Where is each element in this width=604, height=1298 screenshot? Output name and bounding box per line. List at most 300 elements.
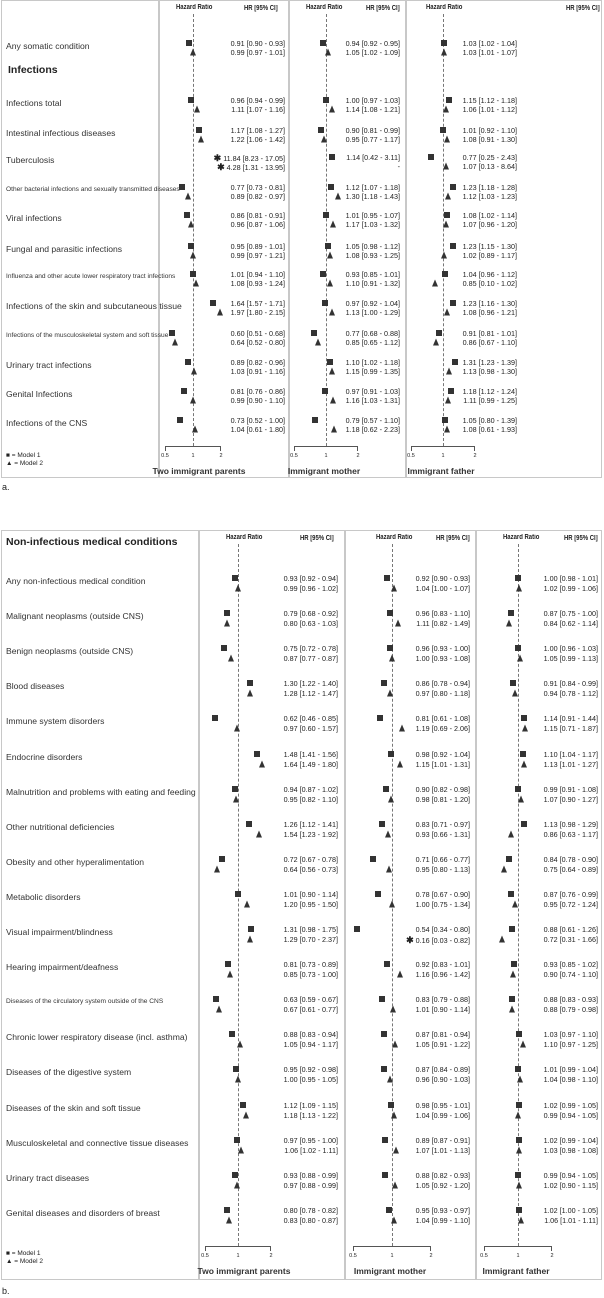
hr-ci-text: 1.16 [1.03 - 1.31] <box>345 396 400 405</box>
row-label: Other bacterial infections and sexually transmitted diseases <box>6 186 180 193</box>
value-model-1 <box>346 153 400 162</box>
x-axis <box>205 1246 271 1251</box>
hr-ci-text: 0.93 [0.85 - 1.02] <box>543 960 598 970</box>
model-2-triangle-marker <box>190 49 196 56</box>
value-model-1 <box>463 387 517 396</box>
x-tick-label: 0.5 <box>161 453 169 459</box>
value-model-1 <box>544 750 598 759</box>
model-2-triangle-marker <box>391 1111 397 1118</box>
value-model-1 <box>284 820 338 829</box>
value-model-1 <box>416 890 470 899</box>
hr-ci-text: 0.95 [0.93 - 0.97] <box>415 1205 470 1215</box>
hr-ci-text: 0.96 [0.87 - 1.06] <box>230 220 285 229</box>
hr-ci-text: 0.91 [0.84 - 0.99] <box>543 679 598 689</box>
hr-ci-text: 1.08 [0.93 - 1.25] <box>345 251 400 260</box>
row-label: Blood diseases <box>6 681 65 692</box>
value-model-1 <box>416 644 470 653</box>
value-model-2 <box>217 162 285 173</box>
value-model-1 <box>416 785 470 794</box>
hr-ci-text: 1.29 [0.70 - 2.37] <box>283 935 338 944</box>
x-axis <box>353 1246 431 1251</box>
value-model-2 <box>346 220 400 229</box>
hr-ci-text: 1.00 [0.95 - 1.05] <box>283 1075 338 1085</box>
model-2-triangle-marker <box>388 795 394 802</box>
value-model-1 <box>346 242 400 251</box>
hr-ci-text: 0.95 [0.89 - 1.01] <box>230 242 285 251</box>
model-1-square-marker <box>213 996 219 1002</box>
model-1-square-marker <box>383 786 389 792</box>
model-2-triangle-marker <box>443 163 449 170</box>
value-model-2 <box>284 1111 338 1120</box>
model-2-triangle-marker <box>393 1146 399 1153</box>
value-model-1 <box>544 820 598 829</box>
hr-ci-text: 1.04 [0.61 - 1.80] <box>230 425 285 434</box>
model-1-square-marker <box>515 1066 521 1072</box>
value-model-2 <box>463 425 517 434</box>
model-1-square-marker <box>515 575 521 581</box>
x-tick-label: 0.5 <box>290 453 298 459</box>
value-model-2 <box>463 220 517 229</box>
value-model-2 <box>346 338 400 347</box>
model-1-square-marker <box>450 300 456 306</box>
model-1-square-marker <box>384 961 390 967</box>
model-2-triangle-marker <box>256 830 262 837</box>
model-2-triangle-marker <box>441 49 447 56</box>
model-1-square-marker <box>188 97 194 103</box>
row-label: Genital Infections <box>6 389 73 399</box>
model-2-triangle-marker <box>172 339 178 346</box>
hr-ci-text: 1.04 [1.00 - 1.07] <box>415 584 470 593</box>
model-1-square-marker <box>436 330 442 336</box>
hr-ci-text: 1.03 [0.91 - 1.16] <box>230 367 285 376</box>
hazard-ratio-header: Hazard Ratio <box>426 4 463 11</box>
value-model-1 <box>463 416 517 425</box>
row-label: Infections of the musculoskeletal system and soft tissue <box>6 332 169 339</box>
value-model-1 <box>231 96 285 105</box>
model-2-triangle-marker <box>443 221 449 228</box>
model-2-triangle-marker <box>516 585 522 592</box>
hr-ci-header: HR [95% CI] <box>244 5 278 12</box>
value-model-1 <box>231 358 285 367</box>
model-1-square-marker <box>311 330 317 336</box>
legend-model-2: ▲ = Model 2 <box>6 460 43 467</box>
value-model-1 <box>346 387 400 396</box>
value-model-2 <box>231 396 285 405</box>
model-2-triangle-marker <box>392 1181 398 1188</box>
model-1-square-marker <box>370 856 376 862</box>
value-model-1 <box>463 183 517 192</box>
column-title: Immigrant father <box>407 466 475 476</box>
model-1-square-marker <box>235 891 241 897</box>
value-model-2 <box>544 900 598 909</box>
hr-ci-text: 0.95 [0.92 - 0.98] <box>283 1065 338 1075</box>
hr-ci-text: 1.30 [1.18 - 1.43] <box>345 192 400 201</box>
value-model-2 <box>416 760 470 769</box>
hr-ci-text: 0.98 [0.95 - 1.01] <box>415 1100 470 1110</box>
model-2-triangle-marker <box>445 193 451 200</box>
model-1-square-marker <box>179 184 185 190</box>
model-2-triangle-marker <box>397 760 403 767</box>
row-label: Genital diseases and disorders of breast <box>6 1207 160 1218</box>
hr-ci-text: 0.84 [0.62 - 1.14] <box>543 619 598 629</box>
x-axis <box>411 446 475 451</box>
column-title: Immigrant father <box>482 1266 550 1276</box>
value-model-2 <box>231 251 285 260</box>
value-model-2 <box>398 162 400 171</box>
model-2-triangle-marker <box>518 795 524 802</box>
hr-ci-text: 0.73 [0.52 - 1.00] <box>230 416 285 425</box>
value-model-2 <box>463 367 517 376</box>
model-2-triangle-marker <box>335 193 341 200</box>
model-1-square-marker <box>320 40 326 46</box>
model-1-square-marker <box>452 359 458 365</box>
hr-ci-text: 0.97 [0.60 - 1.57] <box>283 724 338 734</box>
model-1-square-marker <box>181 388 187 394</box>
value-model-2 <box>346 105 400 114</box>
hr-ci-text: 0.63 [0.59 - 0.67] <box>283 995 338 1005</box>
hr-ci-text: 1.64 [1.49 - 1.80] <box>283 759 338 769</box>
hr-ci-text: 0.99 [0.94 - 1.05] <box>543 1110 598 1120</box>
model-1-square-marker <box>521 821 527 827</box>
value-model-1 <box>284 574 338 583</box>
row-label: Metabolic disorders <box>6 891 81 902</box>
row-label: Diseases of the digestive system <box>6 1067 132 1078</box>
hr-ci-text: 1.16 [0.96 - 1.42] <box>415 970 470 980</box>
value-model-2 <box>416 1075 470 1084</box>
model-1-square-marker <box>322 388 328 394</box>
hr-ci-text: 1.15 [1.01 - 1.31] <box>415 759 470 769</box>
value-model-1 <box>416 960 470 969</box>
model-1-square-marker <box>441 40 447 46</box>
model-2-triangle-marker <box>433 339 439 346</box>
hr-ci-text: 1.04 [0.99 - 1.10] <box>415 1215 470 1225</box>
value-model-2 <box>284 1146 338 1155</box>
legend-model-1: ■ = Model 1 <box>6 1250 41 1257</box>
hr-ci-text: 1.01 [0.92 - 1.10] <box>462 126 517 135</box>
hr-ci-text: 0.87 [0.77 - 0.87] <box>283 654 338 664</box>
value-model-2 <box>416 1216 470 1225</box>
model-1-square-marker <box>254 751 260 757</box>
value-model-1 <box>284 750 338 759</box>
hr-ci-text: 0.91 [0.81 - 1.01] <box>462 329 517 338</box>
model-2-triangle-marker <box>185 193 191 200</box>
column-divider <box>198 530 200 1280</box>
value-model-2 <box>346 425 400 434</box>
value-model-1 <box>544 995 598 1004</box>
out-of-range-star-icon: ✱ <box>217 162 225 172</box>
column-divider <box>158 0 160 478</box>
row-label: Musculoskeletal and connective tissue diseases <box>6 1137 189 1148</box>
model-1-square-marker <box>381 1066 387 1072</box>
hr-ci-text: 0.96 [0.94 - 0.99] <box>230 96 285 105</box>
model-1-square-marker <box>516 1207 522 1213</box>
row-label: Tuberculosis <box>6 155 55 165</box>
model-1-square-marker <box>379 996 385 1002</box>
hr-ci-text: 0.79 [0.68 - 0.92] <box>283 609 338 619</box>
value-model-2 <box>406 935 470 946</box>
model-2-triangle-marker <box>444 136 450 143</box>
hr-ci-text: 1.06 [1.02 - 1.11] <box>284 1145 338 1155</box>
hr-ci-text: 1.02 [0.99 - 1.05] <box>543 1100 598 1110</box>
model-2-triangle-marker <box>518 1216 524 1223</box>
model-1-square-marker <box>210 300 216 306</box>
hr-ci-text: 0.85 [0.73 - 1.00] <box>283 970 338 980</box>
model-2-triangle-marker <box>517 1076 523 1083</box>
x-tick-label: 2 <box>429 1253 433 1259</box>
hr-ci-text: 1.15 [1.12 - 1.18] <box>462 96 517 105</box>
value-model-2 <box>346 279 400 288</box>
hr-ci-text: 1.23 [1.15 - 1.30] <box>462 242 517 251</box>
hr-ci-text: 0.83 [0.80 - 0.87] <box>283 1215 338 1225</box>
model-2-triangle-marker <box>214 865 220 872</box>
hr-ci-text: 0.98 [0.81 - 1.20] <box>415 794 470 804</box>
hr-ci-text: 0.88 [0.61 - 1.26] <box>543 925 598 934</box>
model-1-square-marker <box>188 243 194 249</box>
hr-ci-text: 0.95 [0.72 - 1.24] <box>543 899 598 909</box>
value-model-1 <box>231 211 285 220</box>
hr-ci-text: 1.97 [1.80 - 2.15] <box>230 308 285 317</box>
hr-ci-header: HR [95% CI] <box>366 5 400 12</box>
value-model-2 <box>284 619 338 628</box>
hr-ci-text: 0.60 [0.51 - 0.68] <box>230 329 285 338</box>
model-1-square-marker <box>232 575 238 581</box>
hr-ci-text: 1.02 [0.89 - 1.17] <box>462 251 517 260</box>
value-model-1 <box>284 644 338 653</box>
hr-ci-text: 1.12 [1.03 - 1.23] <box>462 192 517 201</box>
value-model-1 <box>463 96 517 105</box>
model-2-triangle-marker <box>234 725 240 732</box>
column-divider <box>405 0 407 478</box>
value-model-2 <box>544 760 598 769</box>
value-model-2 <box>284 760 338 769</box>
model-1-square-marker <box>323 97 329 103</box>
value-model-1 <box>544 679 598 688</box>
hazard-ratio-header: Hazard Ratio <box>376 534 413 541</box>
model-2-triangle-marker <box>190 252 196 259</box>
hr-ci-text: 0.87 [0.76 - 0.99] <box>543 889 598 899</box>
hr-ci-text: 1.18 [0.62 - 2.23] <box>345 425 400 434</box>
hr-ci-text: 0.92 [0.83 - 1.01] <box>415 960 470 970</box>
hr-ci-text: 1.01 [0.95 - 1.07] <box>345 211 400 220</box>
model-2-triangle-marker <box>198 136 204 143</box>
model-2-triangle-marker <box>445 397 451 404</box>
hr-ci-text: 0.71 [0.66 - 0.77] <box>415 854 470 864</box>
hr-ci-text: 0.88 [0.83 - 0.93] <box>543 995 598 1005</box>
hr-ci-text: 1.00 [0.96 - 1.03] <box>543 644 598 654</box>
hr-ci-text: 0.84 [0.78 - 0.90] <box>543 854 598 864</box>
model-1-square-marker <box>516 1137 522 1143</box>
hr-ci-text: 0.99 [0.96 - 1.02] <box>283 584 338 593</box>
value-model-2 <box>284 865 338 874</box>
hazard-ratio-header: Hazard Ratio <box>176 4 213 11</box>
model-1-square-marker <box>328 184 334 190</box>
model-1-square-marker <box>248 926 254 932</box>
model-2-triangle-marker <box>329 368 335 375</box>
hr-ci-text: 0.90 [0.74 - 1.10] <box>543 970 598 980</box>
model-2-triangle-marker <box>227 971 233 978</box>
value-model-2 <box>544 865 598 874</box>
value-model-2 <box>463 338 517 347</box>
hr-ci-text: 0.54 [0.34 - 0.80] <box>415 925 470 934</box>
value-model-2 <box>231 48 285 57</box>
hr-ci-text: 0.16 [0.03 - 0.82] <box>415 936 470 945</box>
hr-ci-text: 0.64 [0.52 - 0.80] <box>230 338 285 347</box>
row-label: Infections total <box>6 98 62 108</box>
hr-ci-text: 1.18 [1.13 - 1.22] <box>283 1110 338 1120</box>
value-model-2 <box>284 1005 338 1014</box>
hr-ci-text: 1.05 [0.91 - 1.22] <box>415 1040 470 1050</box>
value-model-2 <box>231 338 285 347</box>
hr-ci-text: 1.28 [1.12 - 1.47] <box>283 689 338 699</box>
model-2-triangle-marker <box>238 1146 244 1153</box>
value-model-1 <box>416 1101 470 1110</box>
hr-ci-text: 1.00 [0.97 - 1.03] <box>345 96 400 105</box>
hr-ci-text: 1.26 [1.12 - 1.41] <box>283 819 338 829</box>
value-model-2 <box>284 1075 338 1084</box>
hr-ci-text: 1.15 [0.99 - 1.35] <box>345 367 400 376</box>
hazard-ratio-header: Hazard Ratio <box>503 534 540 541</box>
hr-ci-text: 1.03 [0.98 - 1.08] <box>543 1145 598 1155</box>
value-model-2 <box>544 724 598 733</box>
hr-ci-text: 1.30 [1.22 - 1.40] <box>283 679 338 689</box>
hr-ci-text: 0.97 [0.80 - 1.18] <box>415 689 470 699</box>
hr-ci-text: 0.62 [0.46 - 0.85] <box>283 714 338 724</box>
x-tick-label: 2 <box>356 453 360 459</box>
hr-ci-text: 1.04 [0.99 - 1.06] <box>415 1110 470 1120</box>
hr-ci-text: 1.14 [1.08 - 1.21] <box>345 105 400 114</box>
hr-ci-text: 1.10 [0.97 - 1.25] <box>543 1040 598 1050</box>
value-model-1 <box>544 855 598 864</box>
model-2-triangle-marker <box>443 106 449 113</box>
value-model-2 <box>416 724 470 733</box>
model-2-triangle-marker <box>217 309 223 316</box>
model-1-square-marker <box>515 1172 521 1178</box>
hr-ci-text: 1.23 [1.18 - 1.28] <box>462 183 517 192</box>
hr-ci-text: 0.81 [0.73 - 0.89] <box>283 960 338 970</box>
value-model-1 <box>231 126 285 135</box>
row-label: Any non-infectious medical condition <box>6 576 146 586</box>
value-model-1 <box>544 925 598 934</box>
hr-ci-text: 1.05 [0.98 - 1.12] <box>345 242 400 251</box>
hr-ci-text: 0.90 [0.81 - 0.99] <box>345 126 400 135</box>
hr-ci-header: HR [95% CI] <box>566 5 600 12</box>
hr-ci-text: 1.17 [1.08 - 1.27] <box>230 126 285 135</box>
hr-ci-text: 1.13 [0.98 - 1.30] <box>462 367 517 376</box>
value-model-1 <box>416 1030 470 1039</box>
value-model-1 <box>463 153 517 162</box>
value-model-1 <box>416 820 470 829</box>
model-1-square-marker <box>381 680 387 686</box>
hr-ci-text: 1.08 [0.96 - 1.21] <box>462 308 517 317</box>
value-model-1 <box>544 1065 598 1074</box>
hr-ci-text: 1.22 [1.06 - 1.42] <box>230 135 285 144</box>
hr-ci-text: 0.99 [0.97 - 1.01] <box>230 48 285 57</box>
hr-ci-text: 1.08 [0.93 - 1.24] <box>230 279 285 288</box>
hr-ci-text: 1.05 [0.94 - 1.17] <box>283 1040 338 1050</box>
value-model-1 <box>231 183 285 192</box>
value-model-1 <box>544 890 598 899</box>
model-1-square-marker <box>386 1207 392 1213</box>
hr-ci-text: 1.13 [0.98 - 1.29] <box>543 819 598 829</box>
model-1-square-marker <box>312 417 318 423</box>
hr-ci-text: 1.12 [1.09 - 1.15] <box>283 1100 338 1110</box>
hr-ci-text: 11.84 [8.23 - 17.05] <box>223 154 285 163</box>
value-model-2 <box>463 251 517 260</box>
model-2-triangle-marker <box>387 690 393 697</box>
hr-ci-text: 1.07 [0.90 - 1.27] <box>543 794 598 804</box>
model-2-triangle-marker <box>444 426 450 433</box>
model-2-triangle-marker <box>331 426 337 433</box>
model-1-square-marker <box>450 184 456 190</box>
model-1-square-marker <box>224 1207 230 1213</box>
value-model-1 <box>231 242 285 251</box>
value-model-1 <box>284 1101 338 1110</box>
value-model-1 <box>463 299 517 308</box>
hr-ci-text: 0.94 [0.78 - 1.12] <box>543 689 598 699</box>
hr-ci-text: 0.79 [0.57 - 1.10] <box>345 416 400 425</box>
value-model-2 <box>463 135 517 144</box>
model-1-square-marker <box>322 300 328 306</box>
value-model-1 <box>544 1030 598 1039</box>
model-2-triangle-marker <box>190 397 196 404</box>
hr-ci-text: 1.04 [0.98 - 1.10] <box>543 1075 598 1085</box>
hr-ci-text: 1.07 [0.13 - 8.64] <box>462 162 517 171</box>
hr-ci-text: - <box>397 162 400 171</box>
model-2-triangle-marker <box>444 309 450 316</box>
value-model-1 <box>463 211 517 220</box>
model-1-square-marker <box>329 154 335 160</box>
model-2-triangle-marker <box>244 900 250 907</box>
model-1-square-marker <box>444 212 450 218</box>
hr-ci-text: 1.13 [1.01 - 1.27] <box>543 759 598 769</box>
column-title: Two immigrant parents <box>197 1266 291 1276</box>
value-model-1 <box>463 358 517 367</box>
hr-ci-text: 0.93 [0.66 - 1.31] <box>415 829 470 839</box>
value-model-2 <box>544 1111 598 1120</box>
hr-ci-text: 0.72 [0.67 - 0.78] <box>283 854 338 864</box>
model-2-triangle-marker <box>517 655 523 662</box>
value-model-1 <box>346 329 400 338</box>
x-axis <box>165 446 221 451</box>
value-model-1 <box>416 1171 470 1180</box>
model-1-square-marker <box>387 610 393 616</box>
value-model-2 <box>346 192 400 201</box>
model-1-square-marker <box>318 127 324 133</box>
value-model-2 <box>416 1005 470 1014</box>
value-model-1 <box>346 211 400 220</box>
model-1-square-marker <box>196 127 202 133</box>
model-2-triangle-marker <box>321 136 327 143</box>
hr-ci-text: 0.97 [0.95 - 1.00] <box>283 1135 338 1145</box>
hr-ci-header: HR [95% CI] <box>300 535 334 542</box>
hr-ci-text: 0.85 [0.65 - 1.12] <box>345 338 400 347</box>
row-label: Obesity and other hyperalimentation <box>6 856 145 867</box>
model-2-triangle-marker <box>510 971 516 978</box>
x-tick-label: 2 <box>269 1253 273 1259</box>
hr-ci-text: 1.08 [0.91 - 1.30] <box>462 135 517 144</box>
value-model-2 <box>416 865 470 874</box>
row-label: Intestinal infectious diseases <box>6 128 116 138</box>
value-model-2 <box>416 584 470 593</box>
model-1-square-marker <box>508 610 514 616</box>
hr-ci-text: 0.92 [0.90 - 0.93] <box>415 574 470 583</box>
value-model-2 <box>231 279 285 288</box>
model-1-square-marker <box>232 786 238 792</box>
hr-ci-text: 1.10 [1.02 - 1.18] <box>345 358 400 367</box>
model-1-square-marker <box>375 891 381 897</box>
hr-ci-text: 0.89 [0.87 - 0.91] <box>415 1135 470 1145</box>
hr-ci-text: 1.31 [0.98 - 1.75] <box>283 925 338 934</box>
